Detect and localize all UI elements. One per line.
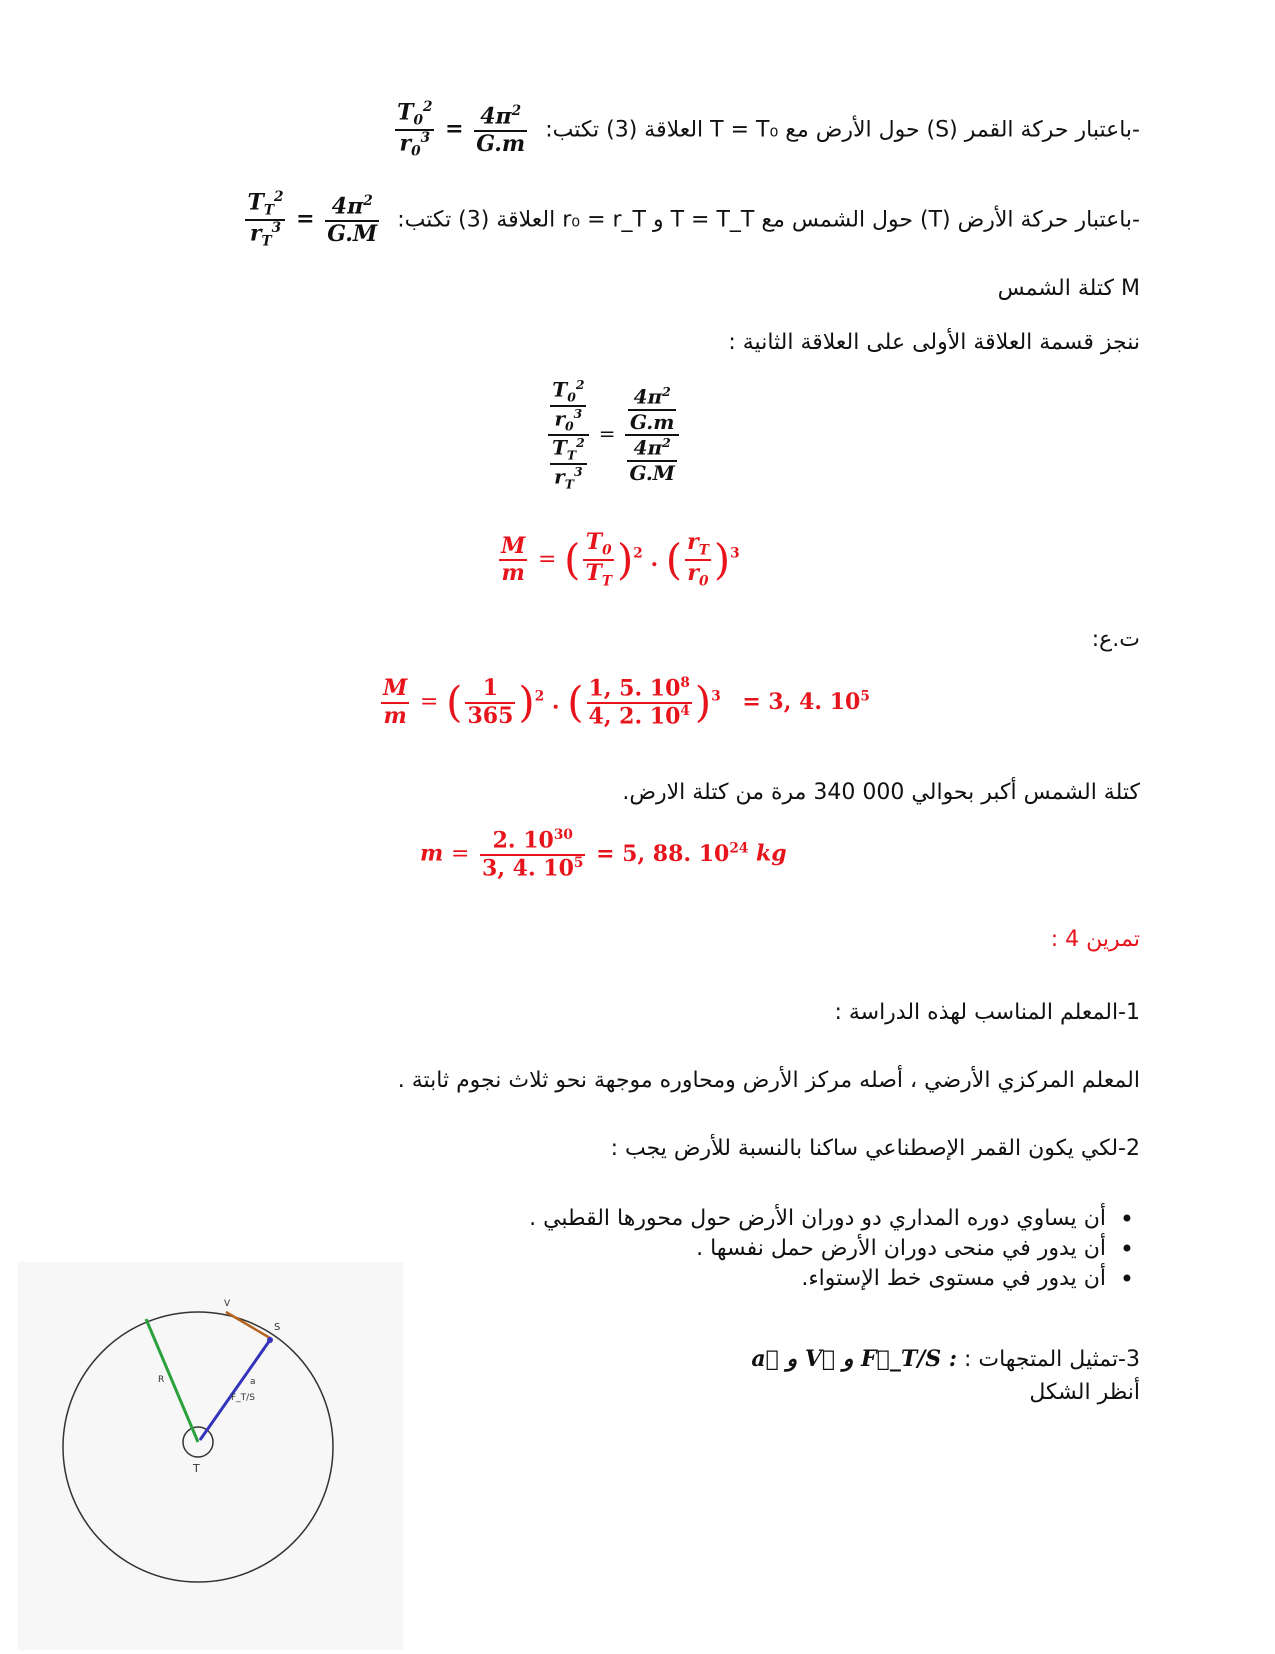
list-item: • أن يساوي دوره المداري دو دوران الأرض حول محورها القطبي . — [529, 1204, 1140, 1234]
line-earth-text: -باعتبار حركة الأرض (T) حول الشمس مع T = T_T و r₀ = r_T العلاقة (3) تكتب: — [397, 207, 1140, 233]
line-earth-relation — [242, 190, 1140, 251]
eq-earth-mass: m = $\frac{2. 10^{30}}{3, 4. 10^5}$ = 5, 88. $10^{24}$ kg — [420, 827, 787, 881]
eq-mass-ratio: $\frac{M}{m}$ = ( $\frac{T_0}{T_T}$ )$^2$ . ( $\frac{r_T}{r_0}$ )$^3$ — [501, 529, 740, 590]
question-3-vectors: a⃗ و V⃗ و F⃗_T/S : — [751, 1346, 957, 1372]
label-s: S — [274, 1322, 281, 1333]
eq-earth: $\frac{T_T^2}{r_T^3}$ = $\frac{4\pi^2}{G.M}$ — [247, 189, 378, 251]
line-moon-text: -باعتبار حركة القمر (S) حول الأرض مع T = T₀ العلاقة (3) تكتب: — [545, 117, 1140, 143]
label-r: R — [158, 1375, 165, 1385]
list-item: • أن يدور في منحى دوران الأرض حمل نفسها . — [529, 1234, 1140, 1264]
see-figure: أنظر الشكل — [1029, 1380, 1140, 1405]
eq-division: $\frac{\frac{T_0^2}{r_0^3}}{\frac{T_T^2}{r_T^3}}$ = $\frac{\frac{4\pi^2}{G.m}}{\frac{4\pi^2}{G.M}}$ — [545, 378, 682, 492]
question-1: 1-المعلم المناسب لهذه الدراسة : — [834, 1000, 1140, 1025]
line-comparison: كتلة الشمس أكبر بحوالي 000 340 مرة من كتلة الارض. — [622, 780, 1140, 805]
label-a: a — [250, 1377, 256, 1387]
list-item: • أن يدور في مستوى خط الإستواء. — [529, 1264, 1140, 1294]
eq-numeric-ratio: $\frac{M}{m}$ = ( $\frac{1}{365}$ )$^2$ . ( $\frac{1, 5. 10^8}{4, 2. 10^4}$ )$^3$ = 3, 4. $10^5$ — [383, 675, 870, 729]
question-3-text: 3-تمثيل المتجهات : — [963, 1347, 1140, 1372]
satellite-dot — [267, 1337, 273, 1343]
question-3 — [751, 1346, 1140, 1372]
orbit-diagram — [18, 1262, 403, 1650]
label-f: F_T/S — [231, 1393, 255, 1403]
question-2: 2-لكي يكون القمر الإصطناعي ساكنا بالنسبة للأرض يجب : — [610, 1136, 1140, 1161]
force-vector — [200, 1340, 270, 1440]
answer-1: المعلم المركزي الأرضي ، أصله مركز الأرض ومحاوره موجهة نحو ثلاث نجوم ثابتة . — [397, 1068, 1140, 1093]
exercise-heading: تمرين 4 : — [1050, 927, 1140, 952]
label-v: V — [224, 1299, 231, 1309]
label-t: T — [193, 1462, 200, 1475]
line-divide: ننجز قسمة العلاقة الأولى على العلاقة الثانية : — [728, 330, 1140, 355]
line-sun-mass: M كتلة الشمس — [997, 276, 1140, 301]
orbit-figure — [18, 1262, 403, 1650]
radius-line — [146, 1319, 198, 1442]
line-moon-relation — [392, 100, 1140, 161]
eq-moon: $\frac{T_0^2}{r_0^3}$ = $\frac{4\pi^2}{G.m}$ — [397, 99, 526, 161]
line-numeric: ت.ع: — [1091, 627, 1140, 652]
velocity-vector — [226, 1312, 270, 1338]
conditions-list — [529, 1204, 1140, 1294]
orbit-circle — [63, 1312, 333, 1582]
